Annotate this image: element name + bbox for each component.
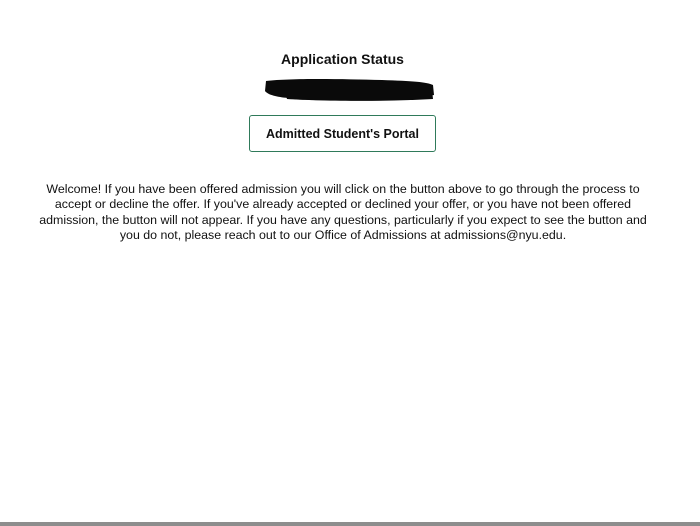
page-title: Application Status xyxy=(281,51,404,67)
admitted-students-portal-button[interactable]: Admitted Student's Portal xyxy=(249,115,436,152)
redacted-name-mark xyxy=(262,75,436,102)
bottom-scroll-bar xyxy=(0,522,700,526)
welcome-message: Welcome! If you have been offered admission you will click on the button above to go through the process to accept or decline the offer. If you've already accepted or declined your offer, or you have not been offered admission, the button will not appear. If you have any questions, particularly if you expect to see the button and you do not, please reach out to our Office of Admissions at admissions@nyu.edu. xyxy=(39,182,647,243)
